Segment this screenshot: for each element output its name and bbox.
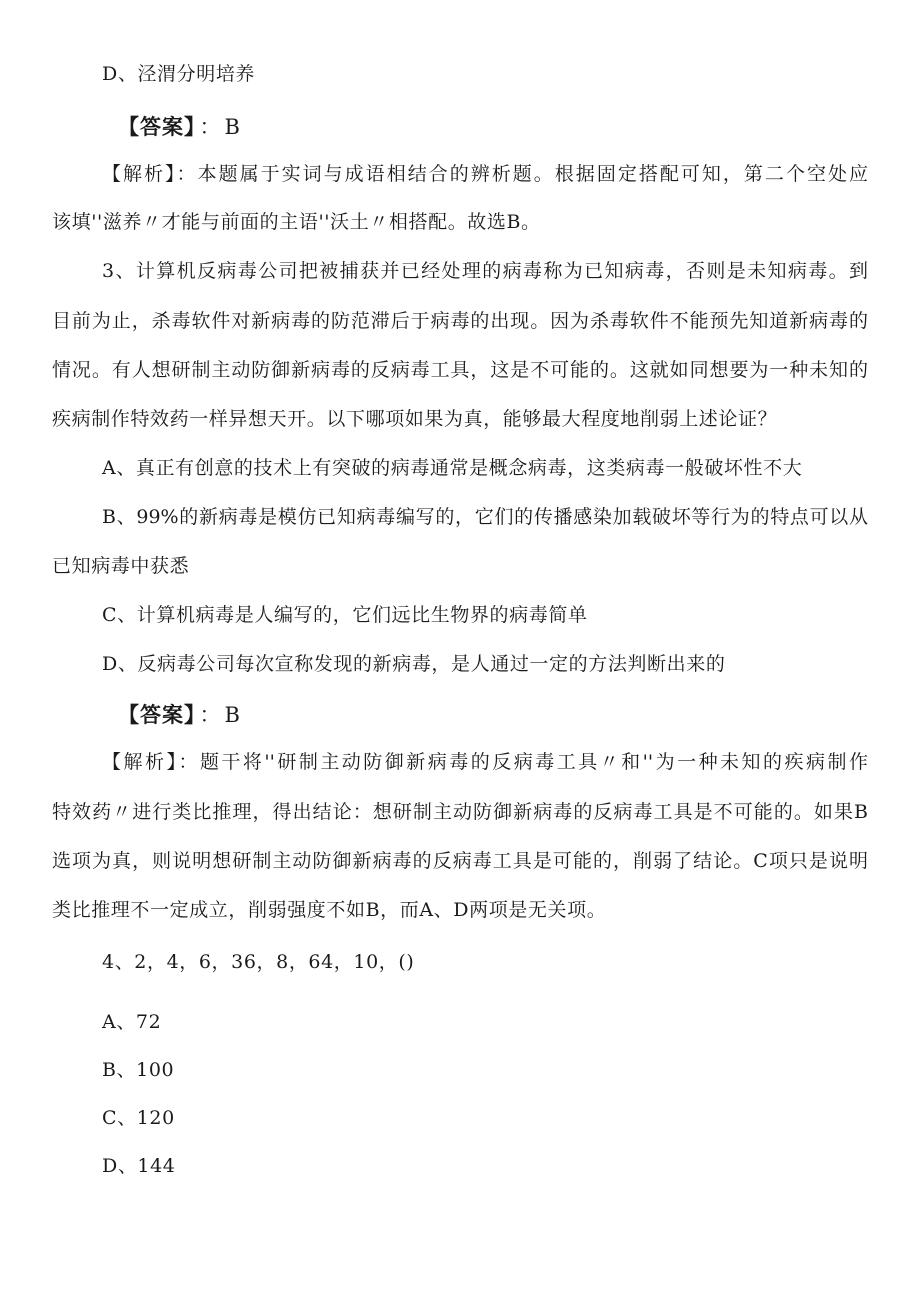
q2-option-d: D、泾渭分明培养 <box>102 63 256 85</box>
q3-stem-line-3: 情况。有人想研制主动防御新病毒的反病毒工具，这是不可能的。这就如同想要为一种未知的 <box>52 359 868 381</box>
q3-stem-line-1: 3、计算机反病毒公司把被捕获并已经处理的病毒称为已知病毒，否则是未知病毒。到 <box>102 260 868 282</box>
q3-answer-sep: ： <box>199 703 221 727</box>
q2-answer-value: B <box>224 115 240 139</box>
q3-stem-line-2: 目前为止，杀毒软件对新病毒的防范滞后于病毒的出现。因为杀毒软件不能预先知道新病毒的 <box>52 310 868 332</box>
q2-answer-sep: ： <box>199 115 221 139</box>
q4-option-c: C、120 <box>102 1107 175 1129</box>
q4-option-b: B、100 <box>102 1059 175 1081</box>
q3-answer-label: 【答案】 <box>118 703 196 727</box>
q2-analysis-line-1: 【解析】：本题属于实词与成语相结合的辨析题。根据固定搭配可知，第二个空处应 <box>102 163 868 185</box>
q4-option-d: D、144 <box>102 1155 176 1177</box>
q4-stem: 4、2，4，6，36，8，64，10，() <box>102 951 415 973</box>
q3-answer-value: B <box>224 703 240 727</box>
q4-option-a: A、72 <box>102 1011 162 1033</box>
q2-answer-label: 【答案】 <box>118 115 196 139</box>
q3-option-d: D、反病毒公司每次宣称发现的新病毒，是人通过一定的方法判断出来的 <box>102 653 726 675</box>
q2-analysis-line-2: 该填''滋养〃才能与前面的主语''沃土〃相搭配。故选B。 <box>52 211 541 233</box>
q3-analysis-line-3: 选项为真，则说明想研制主动防御新病毒的反病毒工具是可能的，削弱了结论。C项只是说明 <box>52 850 868 872</box>
q3-option-b-line-2: 已知病毒中获悉 <box>52 555 190 577</box>
q3-option-a: A、真正有创意的技术上有突破的病毒通常是概念病毒，这类病毒一般破坏性不大 <box>102 457 803 479</box>
q2-answer <box>118 114 240 140</box>
q3-answer <box>118 702 240 728</box>
q3-analysis-line-2: 特效药〃进行类比推理，得出结论：想研制主动防御新病毒的反病毒工具是不可能的。如果B <box>52 801 868 823</box>
q3-analysis-line-1: 【解析】：题干将''研制主动防御新病毒的反病毒工具〃和''为一种未知的疾病制作 <box>102 751 868 773</box>
q3-option-b-line-1: B、99%的新病毒是模仿已知病毒编写的，它们的传播感染加载破坏等行为的特点可以从 <box>102 506 868 528</box>
q3-analysis-line-4: 类比推理不一定成立，削弱强度不如B，而A、D两项是无关项。 <box>52 899 607 921</box>
q3-option-c: C、计算机病毒是人编写的，它们远比生物界的病毒简单 <box>102 604 588 626</box>
q3-stem-line-4: 疾病制作特效药一样异想天开。以下哪项如果为真，能够最大程度地削弱上述论证？ <box>52 408 778 430</box>
